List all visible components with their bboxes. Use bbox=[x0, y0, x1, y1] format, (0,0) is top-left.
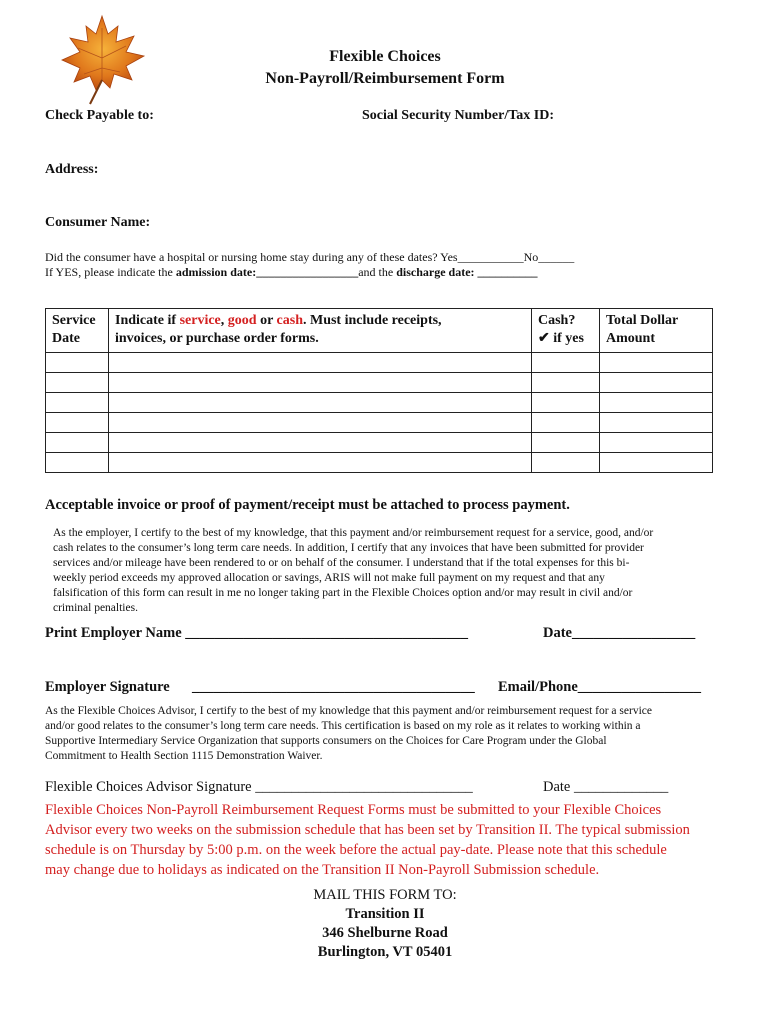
employer-signature-field[interactable]: _______________________________________ bbox=[192, 679, 475, 695]
mail-city: Burlington, VT 05401 bbox=[317, 944, 453, 960]
mail-heading: MAIL THIS FORM TO: bbox=[313, 887, 457, 903]
table-row[interactable] bbox=[46, 353, 713, 373]
advisor-date-field[interactable]: Date _____________ bbox=[543, 779, 669, 795]
form-subtitle: Non-Payroll/Reimbursement Form bbox=[265, 70, 505, 87]
ssn-label: Social Security Number/Tax ID: bbox=[362, 108, 554, 123]
discharge-date-field[interactable]: discharge date: __________ bbox=[396, 265, 538, 279]
mail-name: Transition II bbox=[345, 906, 425, 922]
check-payable-label: Check Payable to: bbox=[45, 108, 154, 123]
form-title: Flexible Choices bbox=[329, 48, 441, 65]
table-row[interactable] bbox=[46, 433, 713, 453]
hospital-prefix: If YES, please indicate the bbox=[45, 265, 176, 279]
table-row[interactable] bbox=[46, 453, 713, 473]
advisor-signature-field[interactable]: Flexible Choices Advisor Signature ______________________________ bbox=[45, 779, 473, 795]
print-employer-name-field[interactable]: Print Employer Name _______________________________________ bbox=[45, 625, 469, 641]
hospital-mid: and the bbox=[358, 265, 397, 279]
mail-street: 346 Shelburne Road bbox=[322, 925, 448, 941]
table-row[interactable] bbox=[46, 393, 713, 413]
col-cash: Cash? ✔ if yes bbox=[532, 309, 600, 353]
col-description: Indicate if service, good or cash. Must include receipts, invoices, or purchase order forms. bbox=[109, 309, 532, 353]
address-label: Address: bbox=[45, 162, 99, 177]
table-row[interactable] bbox=[46, 413, 713, 433]
col-service-date: Service Date bbox=[46, 309, 109, 353]
acceptable-notice: Acceptable invoice or proof of payment/receipt must be attached to process payment. bbox=[45, 497, 570, 513]
expense-table bbox=[45, 308, 713, 473]
cash-word: cash bbox=[276, 313, 303, 328]
employer-signature-label: Employer Signature bbox=[45, 679, 170, 695]
employer-date-field[interactable]: Date_________________ bbox=[543, 625, 696, 641]
hospital-dates-line bbox=[45, 265, 538, 280]
submission-notice: Flexible Choices Non-Payroll Reimbursement Request Forms must be submitted to your Flexible Choices Advisor every two weeks on the submission schedule that has been set by Transition II. The typical submission schedule is on Thursday by 5:00 p.m. on the week before the actual pay-date. Please note that this schedule may change due to holidays as indicated on the Transition II Non-Payroll Submission schedule. bbox=[45, 802, 690, 878]
admission-date-field[interactable]: admission date:_________________ bbox=[175, 265, 359, 279]
consumer-name-label: Consumer Name: bbox=[45, 215, 151, 230]
service-word: service bbox=[179, 313, 221, 328]
col-total-amount: Total Dollar Amount bbox=[600, 309, 713, 353]
good-word: good bbox=[227, 313, 257, 328]
hospital-question: Did the consumer have a hospital or nursing home stay during any of these dates? Yes___________No______ bbox=[45, 250, 575, 264]
table-header-row bbox=[46, 309, 713, 353]
mail-address-block bbox=[0, 886, 770, 962]
table-row[interactable] bbox=[46, 373, 713, 393]
checkmark-icon: ✔ if yes bbox=[538, 331, 584, 346]
advisor-certification: As the Flexible Choices Advisor, I certify to the best of my knowledge that this payment and/or reimbursement request for a service and/or good relates to the consumer’s long term care needs. This certification is based on my role as it relates to working within a Supportive Intermediary Service Organization that supports consumers on the Choices for Care Program under the Global Commitment to Health Section 1115 Demonstration Waiver. bbox=[45, 705, 652, 762]
email-phone-field[interactable]: Email/Phone_________________ bbox=[498, 679, 702, 695]
employer-certification: As the employer, I certify to the best of my knowledge, that this payment and/or reimbursement request for a service, good, and/or cash relates to the consumer’s long term care needs. In addition, I certify that any invoices that have been submitted for provider services and/or mileage have been rendered to or on behalf of the consumer. I understand that if the total expenses for this bi- weekly period exceeds my approved allocation or savings, ARIS will not make full payment on my request and that any falsification of this form can result in me no longer taking part in the Flexible Choices option and/or may result in civil and/or criminal penalties. bbox=[53, 527, 654, 614]
